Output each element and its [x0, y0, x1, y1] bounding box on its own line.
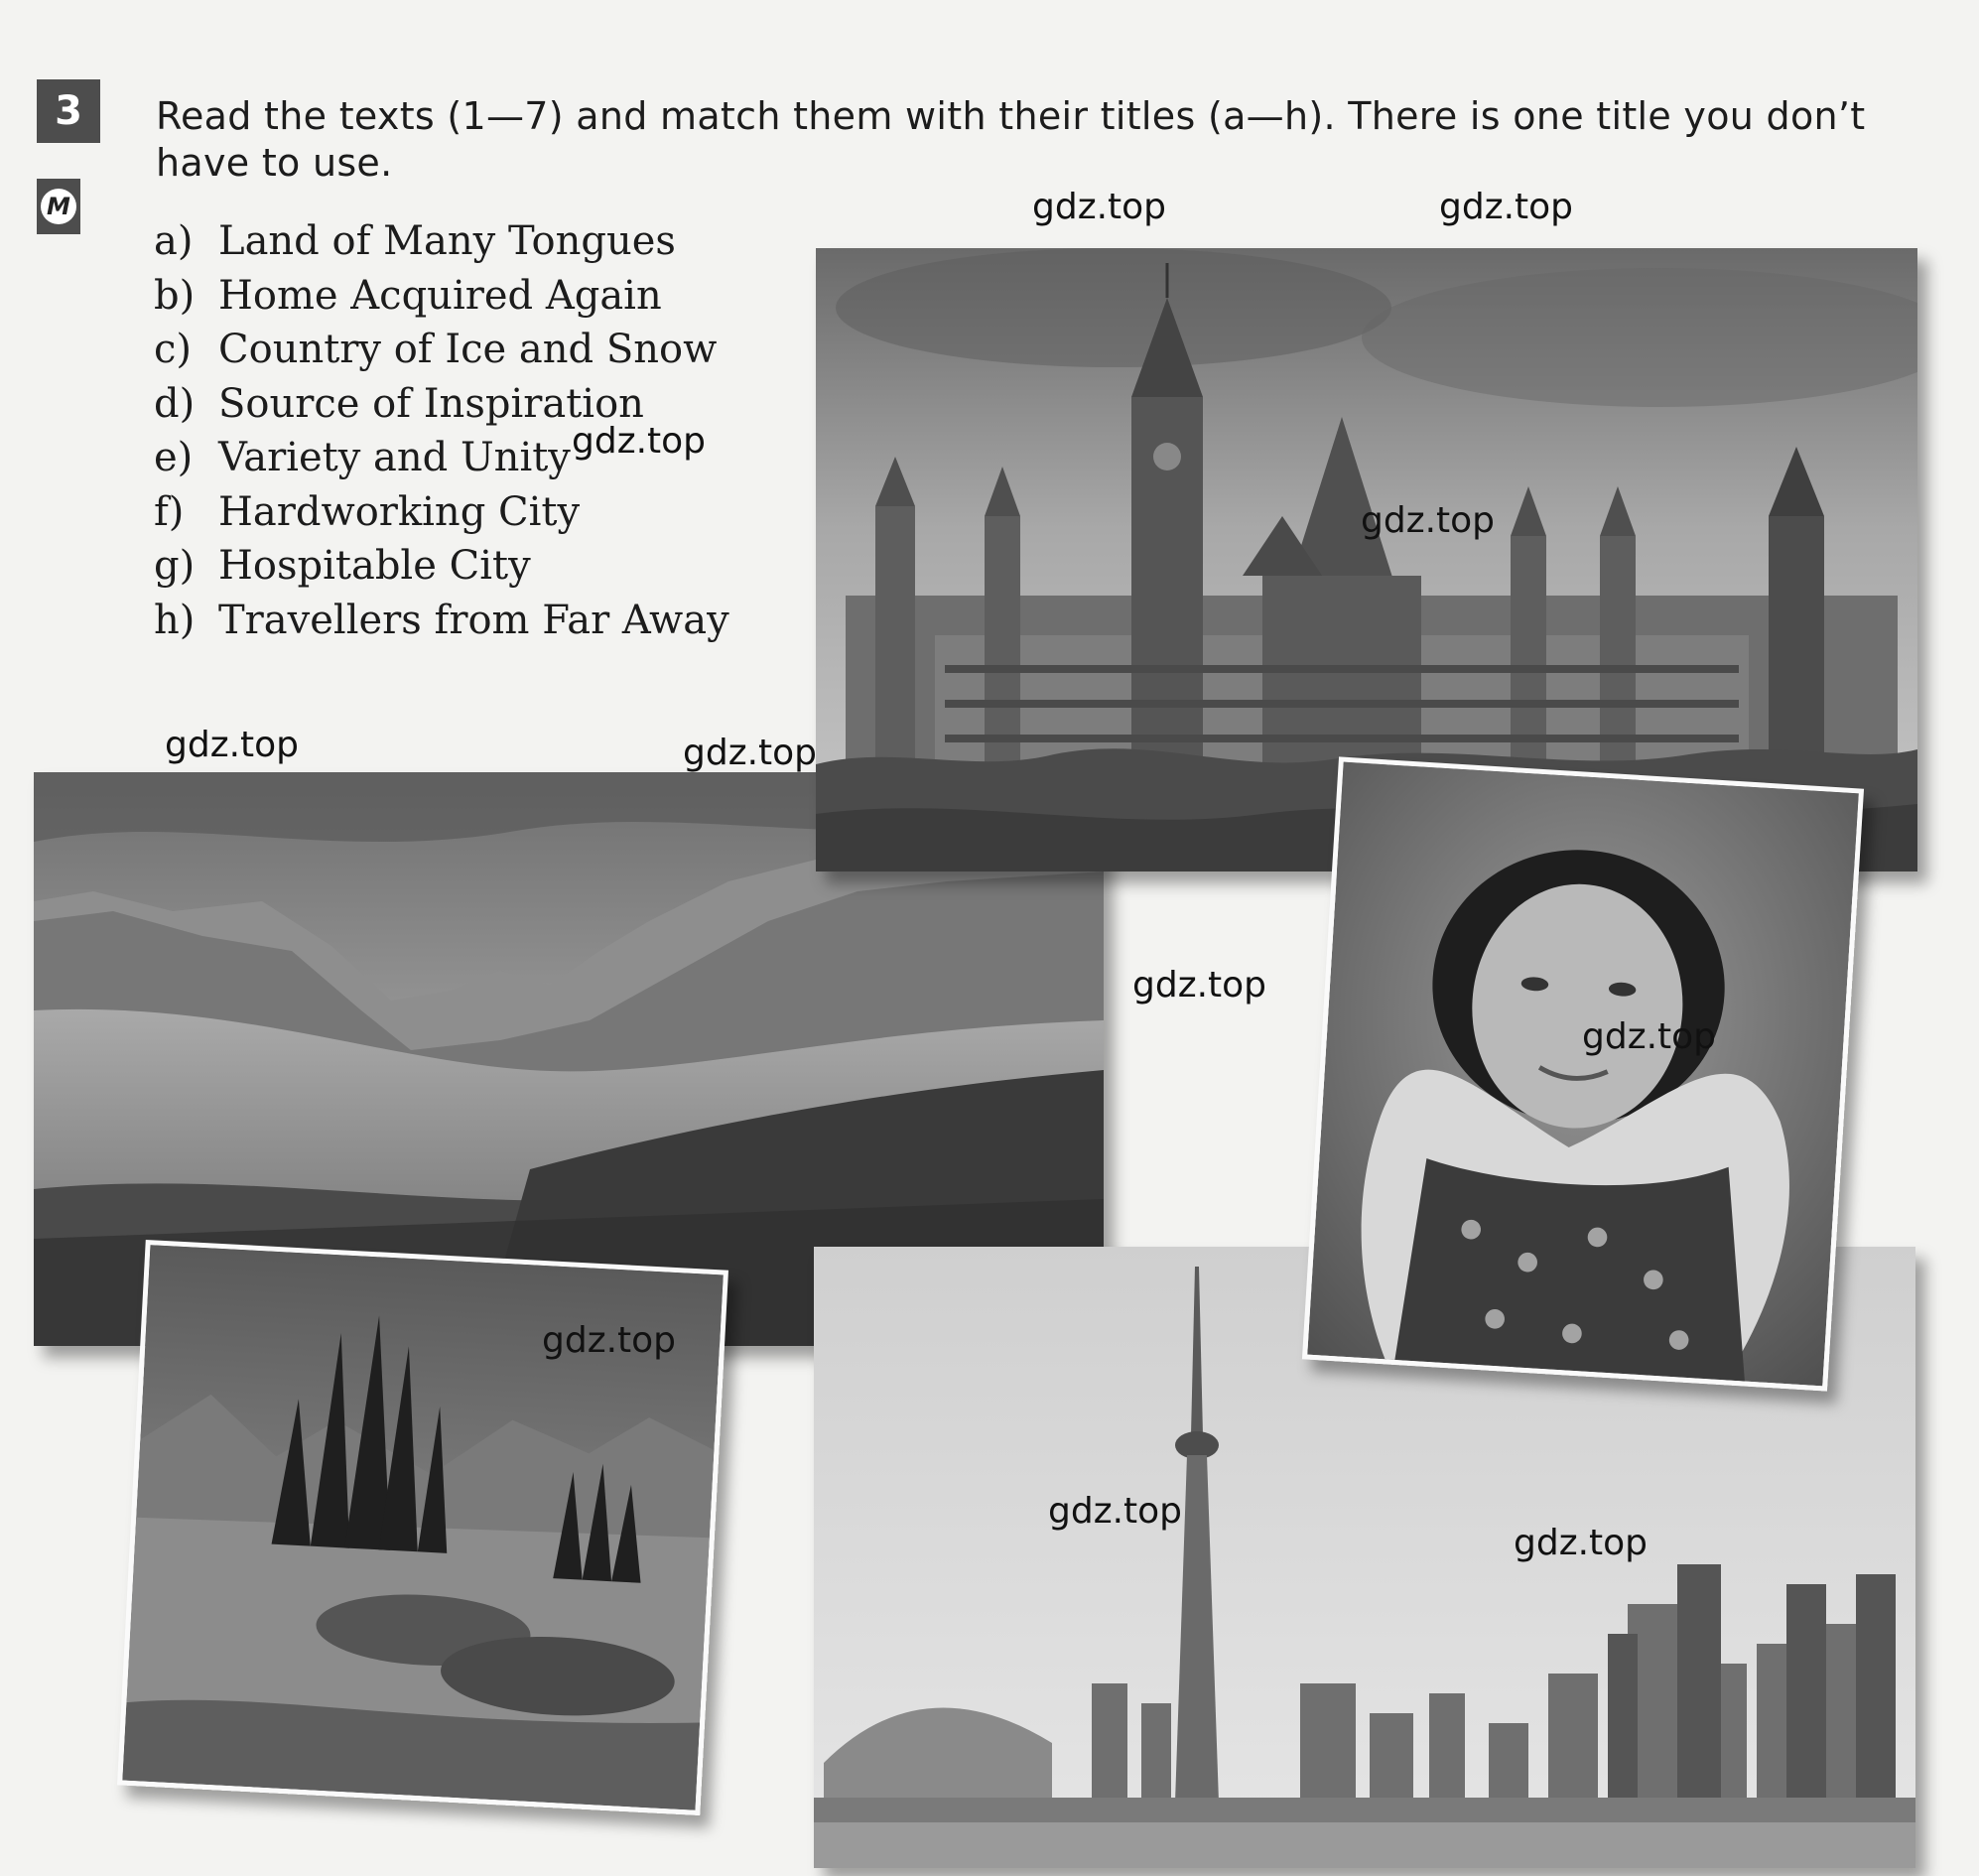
mode-icon-letter: M — [41, 189, 76, 224]
watermark-text: gdz.top — [1132, 965, 1267, 1005]
mode-icon — [37, 179, 80, 234]
title-letter: b) — [154, 272, 196, 319]
title-letter: h) — [154, 597, 196, 643]
title-item-a — [154, 214, 729, 269]
title-item-b — [154, 269, 729, 324]
title-item-c — [154, 323, 729, 377]
exercise-instruction: Read the texts (1—7) and match them with their titles (a—h). There is one title you don’t have to use. — [156, 94, 1866, 185]
watermark-text: gdz.top — [1514, 1523, 1649, 1563]
title-letter: c) — [154, 327, 193, 372]
title-item-g — [154, 539, 729, 594]
title-letter: d) — [154, 380, 196, 427]
title-text: Land of Many Tongues — [218, 218, 676, 264]
title-text: Variety and Unity — [218, 435, 571, 480]
watermark-text: gdz.top — [1361, 500, 1496, 541]
portrait-photo — [1302, 756, 1864, 1391]
title-letter: g) — [154, 543, 196, 589]
title-text: Home Acquired Again — [218, 272, 662, 319]
title-text: Hardworking City — [218, 488, 581, 535]
exercise-number-badge: 3 — [37, 79, 100, 143]
watermark-text: gdz.top — [1439, 187, 1574, 227]
title-item-h — [154, 594, 729, 648]
title-text: Hospitable City — [218, 543, 531, 589]
watermark-text: gdz.top — [165, 725, 300, 765]
title-letter: f) — [154, 488, 185, 535]
watermark-text: gdz.top — [1048, 1491, 1183, 1532]
watermark-text: gdz.top — [1582, 1016, 1717, 1057]
title-letter: a) — [154, 218, 194, 264]
title-text: Travellers from Far Away — [218, 597, 729, 643]
watermark-text: gdz.top — [683, 733, 818, 773]
title-text: Country of Ice and Snow — [218, 327, 718, 372]
title-text: Source of Inspiration — [218, 380, 644, 427]
title-item-f — [154, 485, 729, 540]
watermark-text: gdz.top — [542, 1320, 677, 1361]
watermark-text: gdz.top — [572, 421, 707, 462]
watermark-text: gdz.top — [1032, 187, 1167, 227]
title-letter: e) — [154, 435, 194, 480]
